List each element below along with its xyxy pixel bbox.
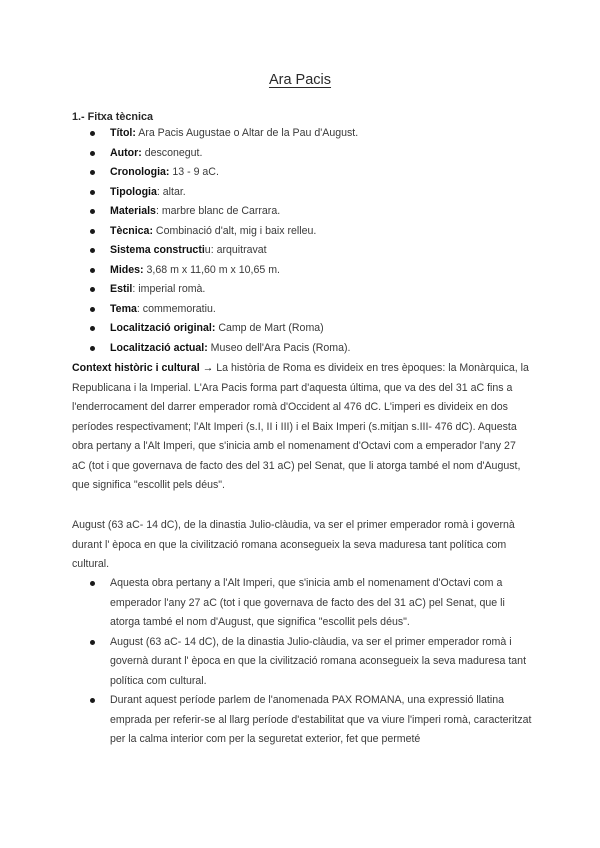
fact-label: Estil xyxy=(110,283,133,295)
section-heading: 1.- Fitxa tècnica xyxy=(72,111,154,123)
fact-value: : commemoratiu. xyxy=(136,302,216,315)
fact-value: : imperial romà. xyxy=(132,283,206,295)
list-item xyxy=(72,280,542,300)
bullet-icon xyxy=(90,229,95,234)
fact-value: Ara Pacis Augustae o Altar de la Pau d'August. xyxy=(135,127,359,139)
list-item xyxy=(72,574,532,633)
bullet-icon xyxy=(90,248,95,253)
point-text: Aquesta obra pertany a l'Alt Imperi, que s'inicia amb el nomenament d'Octavi com a emperador l'any 27 aC (tot i que governava de facto des del 31 aC) pel Senat, que li atorga també el nom d'August, que significa "escollit pels déus". xyxy=(110,577,505,628)
bullet-icon xyxy=(90,151,95,156)
bullet-icon xyxy=(90,640,95,645)
fact-value: : marbre blanc de Carrara. xyxy=(155,205,281,217)
page-title: Ara Pacis xyxy=(268,72,332,88)
list-item xyxy=(72,144,542,164)
fact-label: Tècnica: xyxy=(110,224,153,237)
list-item xyxy=(72,183,542,203)
list-item xyxy=(72,202,542,222)
list-item xyxy=(72,691,532,750)
fact-label: Cronologia: xyxy=(110,166,170,178)
bullet-icon xyxy=(90,307,95,312)
fact-value: : altar. xyxy=(156,185,186,198)
technical-sheet-list xyxy=(72,124,542,358)
list-item xyxy=(72,124,542,144)
list-item xyxy=(72,300,542,320)
fact-value: Museo dell'Ara Pacis (Roma). xyxy=(207,341,351,354)
point-text: August (63 aC- 14 dC), de la dinastia Julio-clàudia, va ser el primer emperador romà i governà durant l' època en que la civilització romana aconsegueix la seva maduresa tant política com cultural. xyxy=(110,635,527,687)
bullet-icon xyxy=(90,170,95,175)
context-paragraph xyxy=(72,359,532,496)
fact-label: Sistema constructi xyxy=(110,244,205,256)
bullet-icon xyxy=(90,698,95,703)
fact-label: Tipologia xyxy=(110,185,157,198)
list-item xyxy=(72,339,542,359)
fact-label: Materials xyxy=(110,205,156,217)
bullet-icon xyxy=(90,268,95,273)
bullet-icon xyxy=(90,190,95,195)
fact-value: Camp de Mart (Roma) xyxy=(215,322,324,334)
bullet-icon xyxy=(90,131,95,136)
context-label: Context històric i cultural → xyxy=(72,362,214,374)
list-item xyxy=(72,241,542,261)
list-item xyxy=(72,222,542,242)
fact-value: desconegut. xyxy=(141,146,203,159)
fact-label: Tema xyxy=(110,302,137,315)
list-item xyxy=(72,319,542,339)
fact-label: Localització actual: xyxy=(110,341,208,354)
fact-label: Títol: xyxy=(110,127,136,139)
bullet-icon xyxy=(90,326,95,331)
fact-label: Autor: xyxy=(110,146,142,159)
list-item xyxy=(72,261,542,281)
fact-label: Mides: xyxy=(110,263,144,276)
fact-label: Localització original: xyxy=(110,322,216,334)
list-item xyxy=(72,163,542,183)
points-list xyxy=(72,574,532,750)
august-paragraph: August (63 aC- 14 dC), de la dinastia Julio-clàudia, va ser el primer emperador romà i governà durant l' època en que la civilització romana aconsegueix la seva maduresa tant política com cultural. xyxy=(72,519,515,570)
bullet-icon xyxy=(90,287,95,292)
fact-value: 13 - 9 aC. xyxy=(169,166,219,178)
bullet-icon xyxy=(90,346,95,351)
list-item xyxy=(72,633,532,692)
bullet-icon xyxy=(90,209,95,214)
fact-value: 3,68 m x 11,60 m x 10,65 m. xyxy=(143,263,280,276)
context-text: La història de Roma es divideix en tres èpoques: la Monàrquica, la Republicana i la Imperial. L'Ara Pacis forma part d'aquesta última, que va des del 31 aC fins a l'enderrocament del darrer emperador romà d'Occident al 476 dC. L'imperi es divideix en dos períodes respectivament; l'Alt Imperi (s.I, II i III) i el Baix Imperi (s.mitjan s.III- 476 dC). Aquesta obra pertany a l'Alt Imperi, que s'inicia amb el nomenament d'Octavi com a emperador l'any 27 aC (tot i que governava de facto des del 31 aC) pel Senat, que li atorga també el nom d'August, que significa "escollit pels déus". xyxy=(72,362,529,491)
bullet-icon xyxy=(90,581,95,586)
fact-value: u: arquitravat xyxy=(204,244,267,256)
point-text: Durant aquest període parlem de l'anomenada PAX ROMANA, una expressió llatina emprada per referir-se al llarg període d'estabilitat que va viure l'imperi romà, caracteritzat per la calma interior com per la seguretat exterior, fet que permeté xyxy=(110,694,532,745)
fact-value: Combinació d'alt, mig i baix relleu. xyxy=(152,224,317,237)
